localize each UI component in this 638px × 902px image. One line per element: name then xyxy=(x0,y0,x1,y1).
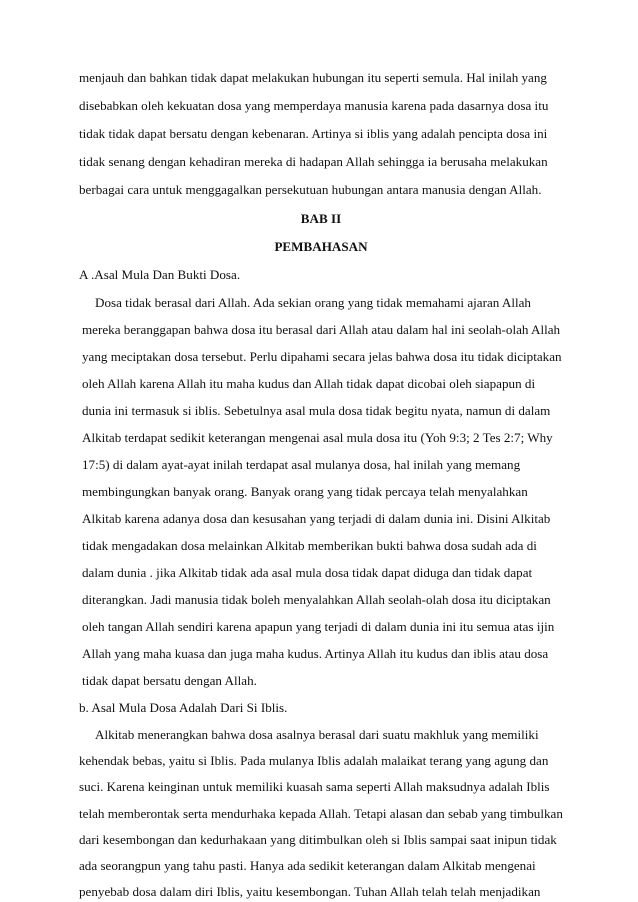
section-b-line: dari kesembongan dan kedurhakaan yang ditimbulkan oleh si Iblis sampai saat inipun tidak xyxy=(79,832,557,847)
intro-line: menjauh dan bahkan tidak dapat melakukan hubungan itu seperti semula. Hal inilah yang xyxy=(79,70,547,85)
section-a-heading: A .Asal Mula Dan Bukti Dosa. xyxy=(79,267,241,282)
section-a-line: tidak mengadakan dosa melainkan Alkitab memberikan bukti bahwa dosa sudah ada di xyxy=(82,538,537,553)
intro-line: disebabkan oleh kekuatan dosa yang memperdaya manusia karena pada dasarnya dosa itu xyxy=(79,98,549,113)
section-b-line: kehendak bebas, yaitu si Iblis. Pada mulanya Iblis adalah malaikat terang yang agung dan xyxy=(79,753,549,768)
section-a-line: Allah yang maha kuasa dan juga maha kudus. Artinya Allah itu kudus dan iblis atau dosa xyxy=(82,646,549,661)
section-b-line: telah memberontak serta mendurhaka kepada Allah. Tetapi alasan dan sebab yang timbulkan xyxy=(79,806,563,821)
section-a-line: mereka beranggapan bahwa dosa itu berasal dari Allah atau dalam hal ini seolah-olah Allah xyxy=(82,322,561,337)
section-a-line: Dosa tidak berasal dari Allah. Ada sekian orang yang tidak memahami ajaran Allah xyxy=(95,295,531,310)
intro-line: berbagai cara untuk menggagalkan persekutuan hubungan antara manusia dengan Allah. xyxy=(79,182,542,197)
section-a-line: 17:5) di dalam ayat-ayat inilah terdapat asal mulanya dosa, hal inilah yang memang xyxy=(82,457,521,472)
section-b-line: ada seorangpun yang tahu pasti. Hanya ada sedikit keterangan dalam Alkitab mengenai xyxy=(79,858,536,873)
chapter-title: PEMBAHASAN xyxy=(274,239,368,254)
section-b-heading: b. Asal Mula Dosa Adalah Dari Si Iblis. xyxy=(79,700,288,715)
section-b-line: suci. Karena keinginan untuk memiliki kuasah sama seperti Allah maksudnya adalah Iblis xyxy=(79,779,550,794)
section-a-line: diterangkan. Jadi manusia tidak boleh menyalahkan Allah seolah-olah dosa itu diciptakan xyxy=(82,592,551,607)
section-a-line: oleh Allah karena Allah itu maha kudus dan Allah tidak dapat dicobai oleh siapapun di xyxy=(82,376,536,391)
section-a-line: dalam dunia . jika Alkitab tidak ada asal mula dosa tidak dapat diduga dan tidak dapat xyxy=(82,565,533,580)
section-a-line: tidak dapat bersatu dengan Allah. xyxy=(82,673,257,688)
section-b-line: penyebab dosa dalam diri Iblis, yaitu kesembongan. Tuhan Allah telah telah menjadikan xyxy=(79,884,541,899)
section-a-line: Alkitab terdapat sedikit keterangan mengenai asal mula dosa itu (Yoh 9:3; 2 Tes 2:7; Why xyxy=(82,430,553,445)
section-a-line: oleh tangan Allah sendiri karena apapun yang terjadi di dalam dunia ini itu semua atas ijin xyxy=(82,619,555,634)
intro-line: tidak senang dengan kehadiran mereka di hadapan Allah sehingga ia berusaha melakukan xyxy=(79,154,548,169)
section-b-line: Alkitab menerangkan bahwa dosa asalnya berasal dari suatu makhluk yang memiliki xyxy=(95,727,539,742)
intro-line: tidak tidak dapat bersatu dengan kebenaran. Artinya si iblis yang adalah pencipta dosa ini xyxy=(79,126,548,141)
section-a-line: yang meciptakan dosa tersebut. Perlu dipahami secara jelas bahwa dosa itu tidak diciptakan xyxy=(82,349,562,364)
section-a-line: Alkitab karena adanya dosa dan kesusahan yang terjadi di dalam dunia ini. Disini Alkitab xyxy=(82,511,551,526)
chapter-heading: BAB II xyxy=(300,211,342,226)
section-a-line: membingungkan banyak orang. Banyak orang yang tidak percaya telah menyalahkan xyxy=(82,484,528,499)
section-a-line: dunia ini termasuk si iblis. Sebetulnya asal mula dosa tidak begitu nyata, namun di dalam xyxy=(82,403,551,418)
